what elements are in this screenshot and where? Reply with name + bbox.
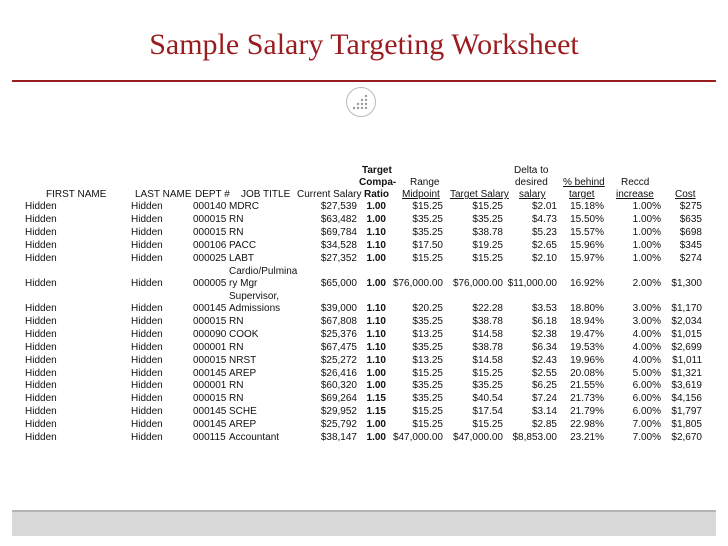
header-pct-line1: % behind [563,177,605,188]
reccd-increase-cell: 4.00% [632,341,661,353]
first-name-cell: Hidden [25,380,57,392]
cost-cell: $698 [679,226,702,238]
job-title-cell: Supervisor, [229,290,280,302]
cost-cell: $1,011 [672,354,702,366]
target-salary-cell: $47,000.00 [452,432,503,443]
first-name-cell: Hidden [25,367,57,379]
last-name-cell: Hidden [131,328,163,340]
header-last-name: LAST NAME [135,189,192,200]
cost-cell: $274 [679,252,702,264]
range-midpoint-cell: $76,000.00 [392,277,443,289]
dept-cell: 000015 [193,226,227,238]
cost-cell: $2,034 [671,315,702,327]
dept-cell: 000015 [193,213,227,225]
range-midpoint-cell: $35.25 [412,213,443,225]
compa-ratio-cell: 1.00 [366,213,386,225]
current-salary-cell: $60,320 [320,380,357,392]
dept-cell: 000015 [193,315,227,327]
dept-cell: 000005 [193,277,227,289]
reccd-increase-cell: 4.00% [632,328,661,340]
reccd-increase-cell: 1.00% [632,213,661,225]
compa-ratio-cell: 1.15 [366,393,386,405]
cost-cell: $635 [679,213,702,225]
last-name-cell: Hidden [131,303,163,314]
delta-cell: $2.85 [531,419,557,431]
last-name-cell: Hidden [131,341,163,353]
target-salary-cell: $15.25 [472,419,503,431]
job-title-cell: RN [229,393,244,405]
target-salary-cell: $15.25 [472,252,503,264]
header-delta-line2: desired [515,177,548,188]
last-name-cell: Hidden [131,226,163,238]
compa-ratio-cell: 1.00 [366,252,386,264]
first-name-cell: Hidden [25,252,57,264]
last-name-cell: Hidden [131,380,163,392]
header-current-salary: Current Salary [297,189,362,200]
first-name-cell: Hidden [25,393,57,405]
header-reccd-line2: increase [616,189,654,200]
range-midpoint-cell: $35.25 [412,380,443,392]
cost-cell: $4,156 [671,393,702,405]
compa-ratio-cell: 1.10 [366,354,386,366]
header-delta-line3: salary [519,189,546,200]
compa-ratio-cell: 1.10 [366,303,386,314]
first-name-cell: Hidden [25,226,57,238]
header-target-salary: Target Salary [450,189,509,200]
compa-ratio-cell: 1.10 [366,341,386,353]
compa-ratio-cell: 1.00 [366,380,386,392]
job-title-cell: MDRC [229,201,259,212]
dept-cell: 000001 [193,341,227,353]
dot-grid-logo-icon [346,87,376,117]
current-salary-cell: $67,475 [320,341,357,353]
first-name-cell: Hidden [25,277,57,289]
current-salary-cell: $26,416 [320,367,357,379]
job-title-cell: SCHE [229,406,257,418]
pct-behind-cell: 15.18% [570,201,604,212]
reccd-increase-cell: 1.00% [632,226,661,238]
delta-cell: $5.23 [531,226,557,238]
delta-cell: $11,000.00 [507,277,557,289]
first-name-cell: Hidden [25,315,57,327]
first-name-cell: Hidden [25,341,57,353]
first-name-cell: Hidden [25,354,57,366]
job-title-cell: ry Mgr [229,277,258,289]
current-salary-cell: $27,352 [320,252,357,264]
header-range-line1: Range [410,177,440,188]
compa-ratio-cell: 1.10 [366,315,386,327]
compa-ratio-cell: 1.10 [366,328,386,340]
range-midpoint-cell: $47,000.00 [392,432,443,443]
last-name-cell: Hidden [131,252,163,264]
current-salary-cell: $27,539 [320,201,357,212]
reccd-increase-cell: 6.00% [632,406,661,418]
header-target-compa-line3: Ratio [364,189,389,200]
delta-cell: $6.25 [531,380,557,392]
reccd-increase-cell: 1.00% [632,239,661,251]
current-salary-cell: $34,528 [320,239,357,251]
job-title-cell: RN [229,380,244,392]
range-midpoint-cell: $13.25 [412,354,443,366]
delta-cell: $3.14 [531,406,557,418]
range-midpoint-cell: $20.25 [412,303,443,314]
first-name-cell: Hidden [25,419,57,431]
pct-behind-cell: 21.55% [570,380,604,392]
current-salary-cell: $69,264 [320,393,357,405]
current-salary-cell: $67,808 [320,315,357,327]
target-salary-cell: $22.28 [472,303,503,314]
first-name-cell: Hidden [25,432,57,443]
target-salary-cell: $14.58 [472,354,503,366]
range-midpoint-cell: $15.25 [412,419,443,431]
cost-cell: $1,797 [671,406,702,418]
current-salary-cell: $65,000 [320,277,357,289]
job-title-cell: RN [229,213,244,225]
target-salary-cell: $76,000.00 [452,277,503,289]
range-midpoint-cell: $17.50 [412,239,443,251]
job-title-cell: AREP [229,367,257,379]
page-title: Sample Salary Targeting Worksheet [149,28,579,61]
pct-behind-cell: 21.79% [570,406,604,418]
delta-cell: $2.55 [531,367,557,379]
target-salary-cell: $15.25 [472,367,503,379]
header-reccd-line1: Reccd [621,177,650,188]
range-midpoint-cell: $35.25 [412,341,443,353]
range-midpoint-cell: $13.25 [412,328,443,340]
dept-cell: 000015 [193,393,227,405]
pct-behind-cell: 22.98% [570,419,604,431]
dept-cell: 000145 [193,406,227,418]
header-target-compa-line2: Compa- [359,177,397,188]
cost-cell: $1,300 [671,277,702,289]
dept-cell: 000025 [193,252,227,264]
header-delta-line1: Delta to [514,165,549,176]
target-salary-cell: $17.54 [472,406,503,418]
pct-behind-cell: 18.80% [570,303,604,314]
compa-ratio-cell: 1.15 [366,406,386,418]
first-name-cell: Hidden [25,213,57,225]
target-salary-cell: $38.78 [472,341,503,353]
footer-bar [12,510,716,536]
dept-cell: 000140 [193,201,227,212]
target-salary-cell: $40.54 [472,393,503,405]
delta-cell: $2.10 [531,252,557,264]
delta-cell: $2.43 [531,354,557,366]
reccd-increase-cell: 1.00% [632,252,661,264]
compa-ratio-cell: 1.00 [366,419,386,431]
job-title-cell: RN [229,226,244,238]
last-name-cell: Hidden [131,406,163,418]
dept-cell: 000145 [193,367,227,379]
range-midpoint-cell: $15.25 [412,252,443,264]
cost-cell: $3,619 [671,380,702,392]
delta-cell: $4.73 [531,213,557,225]
last-name-cell: Hidden [131,213,163,225]
last-name-cell: Hidden [131,393,163,405]
job-title-cell: RN [229,315,244,327]
delta-cell: $6.34 [531,341,557,353]
target-salary-cell: $38.78 [472,226,503,238]
current-salary-cell: $38,147 [320,432,357,443]
last-name-cell: Hidden [131,277,163,289]
header-pct-line2: target [569,189,595,200]
header-range-line2: Midpoint [402,189,440,200]
last-name-cell: Hidden [131,201,163,212]
pct-behind-cell: 15.50% [570,213,604,225]
pct-behind-cell: 19.53% [570,341,604,353]
range-midpoint-cell: $15.25 [412,367,443,379]
last-name-cell: Hidden [131,367,163,379]
job-title-cell: LABT [229,252,255,264]
pct-behind-cell: 20.08% [570,367,604,379]
pct-behind-cell: 16.92% [570,277,604,289]
cost-cell: $2,699 [671,341,702,353]
compa-ratio-cell: 1.10 [366,239,386,251]
pct-behind-cell: 15.97% [570,252,604,264]
reccd-increase-cell: 6.00% [632,380,661,392]
job-title-cell: Admissions [229,303,281,314]
header-target-compa-line1: Target [362,165,392,176]
dept-cell: 000106 [193,239,227,251]
target-salary-cell: $15.25 [472,201,503,212]
first-name-cell: Hidden [25,201,57,212]
first-name-cell: Hidden [25,303,57,314]
dept-cell: 000145 [193,303,227,314]
reccd-increase-cell: 2.00% [632,277,661,289]
reccd-increase-cell: 7.00% [632,419,661,431]
range-midpoint-cell: $15.25 [412,201,443,212]
current-salary-cell: $63,482 [320,213,357,225]
header-cost: Cost [675,189,696,200]
compa-ratio-cell: 1.10 [366,226,386,238]
cost-cell: $1,321 [671,367,702,379]
delta-cell: $7.24 [531,393,557,405]
pct-behind-cell: 15.96% [570,239,604,251]
header-first-name: FIRST NAME [46,189,107,200]
range-midpoint-cell: $35.25 [412,315,443,327]
last-name-cell: Hidden [131,419,163,431]
current-salary-cell: $39,000 [320,303,357,314]
pct-behind-cell: 19.96% [570,354,604,366]
range-midpoint-cell: $35.25 [412,393,443,405]
delta-cell: $2.65 [531,239,557,251]
last-name-cell: Hidden [131,239,163,251]
current-salary-cell: $25,792 [320,419,357,431]
target-salary-cell: $14.58 [472,328,503,340]
last-name-cell: Hidden [131,315,163,327]
dept-cell: 000145 [193,419,227,431]
header-dept: DEPT # [195,189,230,200]
pct-behind-cell: 21.73% [570,393,604,405]
target-salary-cell: $35.25 [472,213,503,225]
current-salary-cell: $29,952 [320,406,357,418]
target-salary-cell: $19.25 [472,239,503,251]
compa-ratio-cell: 1.00 [366,367,386,379]
range-midpoint-cell: $15.25 [412,406,443,418]
current-salary-cell: $69,784 [320,226,357,238]
reccd-increase-cell: 3.00% [632,315,661,327]
cost-cell: $2,670 [671,432,702,443]
job-title-cell: NRST [229,354,257,366]
job-title-cell: AREP [229,419,257,431]
pct-behind-cell: 18.94% [570,315,604,327]
pct-behind-cell: 15.57% [570,226,604,238]
header-job-title: JOB TITLE [241,189,291,200]
first-name-cell: Hidden [25,328,57,340]
cost-cell: $1,015 [671,328,702,340]
cost-cell: $345 [679,239,702,251]
compa-ratio-cell: 1.00 [366,432,386,443]
delta-cell: $2.01 [531,201,557,212]
dept-cell: 000115 [193,432,226,443]
title-divider [12,80,716,82]
cost-cell: $1,170 [671,303,702,314]
target-salary-cell: $38.78 [472,315,503,327]
last-name-cell: Hidden [131,432,163,443]
first-name-cell: Hidden [25,406,57,418]
pct-behind-cell: 19.47% [570,328,604,340]
reccd-increase-cell: 3.00% [632,303,661,314]
delta-cell: $2.38 [531,328,557,340]
job-title-cell: Cardio/Pulmina [229,265,298,277]
delta-cell: $3.53 [531,303,557,314]
target-salary-cell: $35.25 [472,380,503,392]
pct-behind-cell: 23.21% [570,432,604,443]
dept-cell: 000090 [193,328,227,340]
reccd-increase-cell: 6.00% [632,393,661,405]
reccd-increase-cell: 1.00% [632,201,661,212]
delta-cell: $8,853.00 [512,432,557,443]
cost-cell: $275 [679,201,702,212]
current-salary-cell: $25,376 [320,328,357,340]
job-title-cell: PACC [229,239,257,251]
delta-cell: $6.18 [531,315,557,327]
first-name-cell: Hidden [25,239,57,251]
dept-cell: 000015 [193,354,227,366]
cost-cell: $1,805 [671,419,702,431]
compa-ratio-cell: 1.00 [366,201,386,212]
range-midpoint-cell: $35.25 [412,226,443,238]
reccd-increase-cell: 5.00% [632,367,661,379]
current-salary-cell: $25,272 [320,354,357,366]
job-title-cell: RN [229,341,244,353]
reccd-increase-cell: 4.00% [632,354,661,366]
compa-ratio-cell: 1.00 [366,277,386,289]
reccd-increase-cell: 7.00% [632,432,661,443]
dept-cell: 000001 [193,380,227,392]
last-name-cell: Hidden [131,354,163,366]
job-title-cell: COOK [229,328,259,340]
job-title-cell: Accountant [229,432,280,443]
